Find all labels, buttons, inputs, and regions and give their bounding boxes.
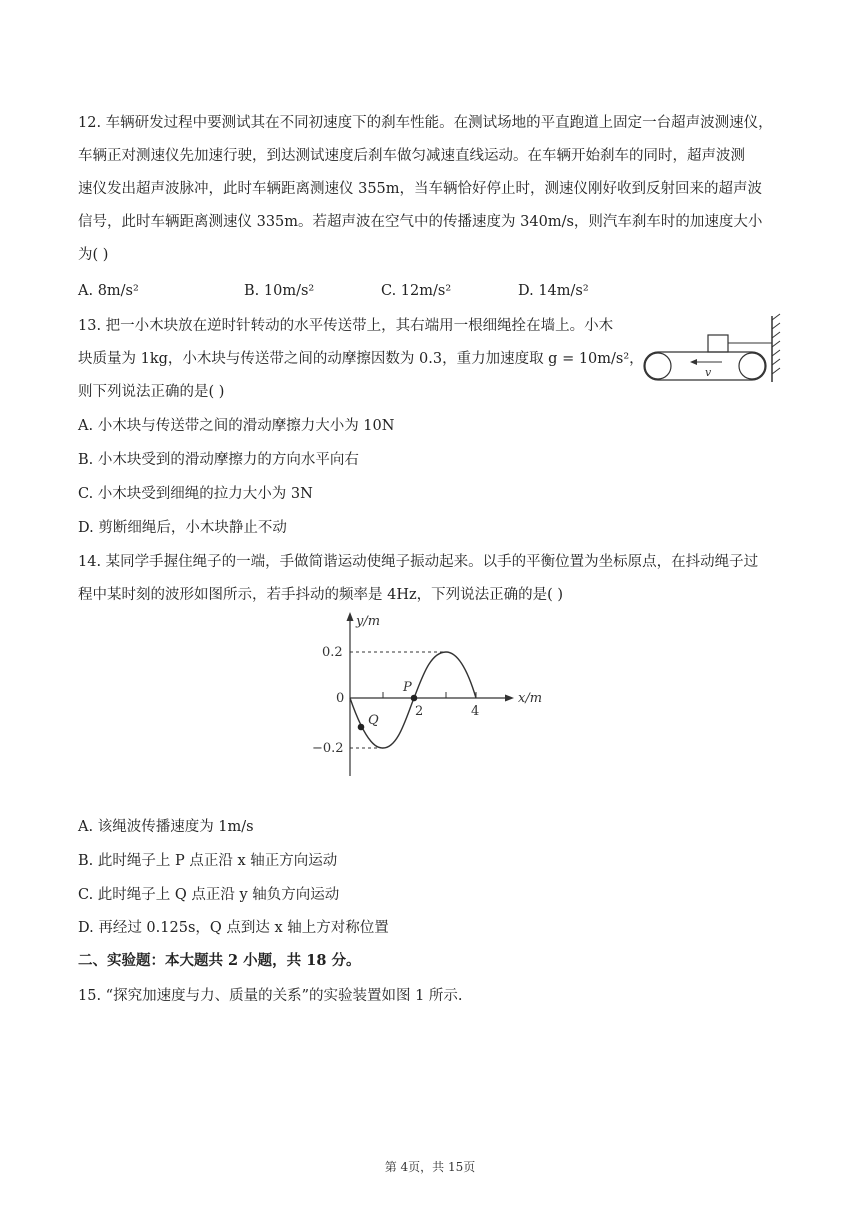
q14-option-a: A. 该绳波传播速度为 1m/s [78, 819, 254, 835]
wave-figure [300, 608, 560, 783]
q12-option-d: D. 14m/s² [518, 283, 589, 299]
q13-line-2: 块质量为 1kg，小木块与传送带之间的动摩擦因数为 0.3，重力加速度取 g = 10m/s²， [78, 351, 644, 367]
q12-line-1: 12. 车辆研发过程中要测试其在不同初速度下的刹车性能。在测试场地的平直跑道上固定一台超声波测速仪， [78, 115, 773, 131]
q14-option-c: C. 此时绳子上 Q 点正沿 y 轴负方向运动 [78, 887, 340, 903]
x-tick-4-label: 4 [471, 704, 480, 719]
page-footer: 第 4页，共 15页 [384, 1160, 476, 1174]
q12-line-4: 信号，此时车辆距离测速仪 335m。若超声波在空气中的传播速度为 340m/s，则汽车刹车时的加速度大小 [78, 214, 763, 230]
y-axis-label: y/m [356, 614, 381, 629]
q13-option-b: B. 小木块受到的滑动摩擦力的方向水平向右 [78, 452, 359, 468]
q13-option-c: C. 小木块受到细绳的拉力大小为 3N [78, 486, 313, 502]
q12-option-a: A. 8m/s² [78, 283, 139, 299]
point-q-label: Q [368, 713, 379, 728]
q13-line-3: 则下列说法正确的是( ) [78, 384, 225, 400]
point-p [411, 695, 418, 702]
q14-option-d: D. 再经过 0.125s，Q 点到达 x 轴上方对称位置 [78, 920, 389, 936]
q12-option-c: C. 12m/s² [381, 283, 452, 299]
origin-label: 0 [336, 691, 345, 706]
right-pulley [739, 353, 765, 379]
q13-option-a: A. 小木块与传送带之间的滑动摩擦力大小为 10N [78, 418, 395, 434]
q14-option-b: B. 此时绳子上 P 点正沿 x 轴正方向运动 [78, 853, 338, 869]
x-axis-label: x/m [518, 691, 543, 706]
q12-options [78, 281, 778, 301]
q13-option-d: D. 剪断细绳后，小木块静止不动 [78, 520, 287, 536]
q12-option-b: B. 10m/s² [244, 283, 315, 299]
conveyor-belt-figure [640, 312, 785, 387]
velocity-label: v [705, 366, 712, 379]
q14-line-2: 程中某时刻的波形如图所示，若手抖动的频率是 4Hz，下列说法正确的是( ) [78, 587, 564, 603]
q12-line-3: 速仪发出超声波脉冲，此时车辆距离测速仪 355m，当车辆恰好停止时，测速仪刚好收到反射回来的超声波 [78, 181, 763, 197]
q12-line-2: 车辆正对测速仪先加速行驶，到达测试速度后刹车做匀减速直线运动。在车辆开始刹车的同时，超声波测 [78, 148, 745, 164]
y-bottom-label: −0.2 [312, 741, 344, 756]
q12-line-5: 为( ) [78, 247, 109, 263]
section-heading: 二、实验题：本大题共 2 小题，共 18 分。 [78, 952, 361, 969]
x-tick-2-label: 2 [415, 704, 424, 719]
q13-line-1: 13. 把一小木块放在逆时针转动的水平传送带上，其右端用一根细绳拴在墙上。小木 [78, 318, 614, 334]
point-q [358, 724, 365, 731]
q15-line-1: 15. “探究加速度与力、质量的关系”的实验装置如图 1 所示. [78, 988, 463, 1004]
wood-block [708, 335, 728, 352]
y-top-label: 0.2 [322, 645, 343, 660]
q14-line-1: 14. 某同学手握住绳子的一端，手做简谐运动使绳子振动起来。以手的平衡位置为坐标原点，在抖动绳子过 [78, 554, 759, 570]
left-pulley [645, 353, 671, 379]
velocity-arrow [690, 359, 722, 365]
wall [772, 314, 780, 382]
point-p-label: P [403, 680, 412, 695]
